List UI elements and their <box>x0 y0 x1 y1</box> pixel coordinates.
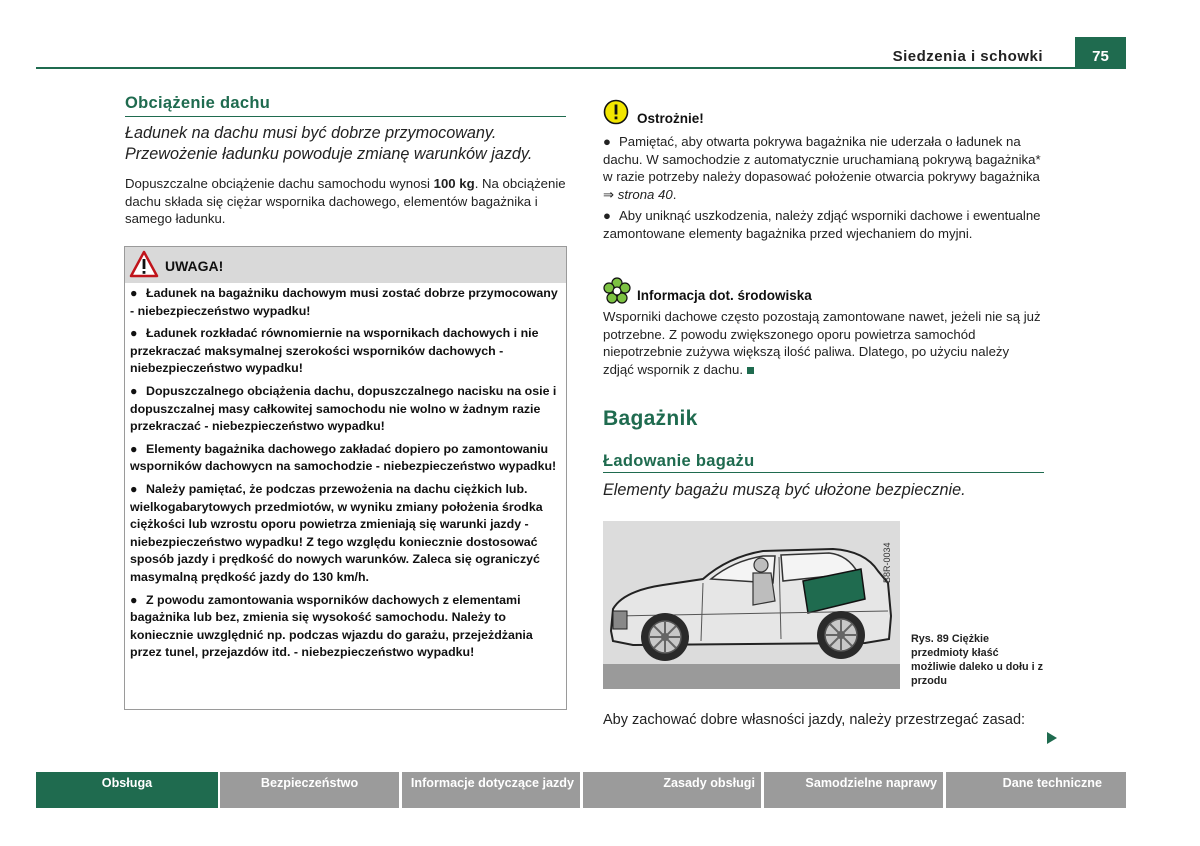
caution-list <box>603 133 1043 246</box>
tab-zasady-obslugi[interactable]: Zasady obsługi <box>583 772 761 808</box>
bullet-icon: ● <box>130 441 138 456</box>
warning-triangle-icon <box>129 250 159 278</box>
warning-item: ● Należy pamiętać, że podczas przewożenia na dachu ciężkich lub. wielkogabarytowych przedmiotów, w wyniku zmiany położenia środka ciężkości lub wzrostu oporu powietrza zmieniają się warunki jazdy - niebezpieczeństwo wypadku! Z tego względu koniecznie dostosować sposób jazdy i prędkość do nowych warunków. Zaleca się ograniczyć masymalną prędkość jazdy do 130 km/h. <box>130 481 543 584</box>
tab-samodzielne-naprawy[interactable]: Samodzielne naprawy <box>764 772 943 808</box>
figure-caption: Rys. 89 Ciężkie przedmioty kłaść możliwie daleko u dołu i z przodu <box>911 633 1043 687</box>
loading-rule <box>603 472 1044 473</box>
environment-title: Informacja dot. środowiska <box>637 288 812 303</box>
tab-informacje-jazdy[interactable]: Informacje dotyczące jazdy <box>402 772 580 808</box>
bullet-icon: ● <box>130 286 138 300</box>
bullet-icon: ● <box>603 208 611 223</box>
header-rule <box>36 67 1126 69</box>
warning-item: ● Z powodu zamontowania wsporników dachowych z elementami bagażnika lub bez, zmienia się wysokość samochodu. Należy to koniecznie uwzględnić np. podczas wjazdu do garażu, przejeżdżania przez tunel, przejazdów itd. - niebezpieczeństwo wypadku! <box>130 592 533 660</box>
warning-header <box>125 247 566 283</box>
warning-item: ● Ładunek na bagażniku dachowym musi zostać dobrze przymocowany - niebezpieczeństwo wypadku! <box>130 286 558 318</box>
warning-item: ● Ładunek rozkładać równomiernie na wspornikach dachowych i nie przekraczać maksymalnej szerokości wsporników dachowych - niebezpieczeństwo wypadku! <box>130 326 539 376</box>
luggage-heading: Bagażnik <box>603 407 698 430</box>
caution-item: ● Pamiętać, aby otwarta pokrywa bagażnika nie uderzała o ładunek na dachu. W samochodzie z automatycznie uruchamianą pokrywą bagażnika* w razie potrzeby należy dopasować położenie otwarcia pokrywy bagażnika ⇒ strona 40. <box>603 134 1041 202</box>
caution-item: ● Aby uniknąć uszkodzenia, należy zdjąć wsporniki dachowe i ewentualne zamontowane elementy bagażnika przed wjechaniem do myjni. <box>603 208 1041 241</box>
page-reference-arrow: ⇒ <box>603 186 618 202</box>
section-title: Siedzenia i schowki <box>892 48 1043 65</box>
environment-body: Wsporniki dachowe często pozostają zamontowane nawet, jeżeli nie są już potrzebne. Z powodu zwiększonego oporu powietrza samochód niepotrzebnie zużywa większą ilość paliwa. Dlatego, po użyciu należy zdjąć wspornik z dachu. <box>603 309 1041 377</box>
warning-box <box>124 246 567 710</box>
roof-load-lead-line2: Przewożenie ładunku powoduje zmianę warunków jazdy. <box>125 145 533 163</box>
bullet-icon: ● <box>603 134 611 149</box>
car-illustration <box>603 521 900 689</box>
figure-code-label: B8R-0034 <box>882 542 892 583</box>
roof-load-rule <box>125 116 566 117</box>
page-reference-link[interactable]: strona 40 <box>617 186 673 202</box>
bullet-icon: ● <box>130 592 138 607</box>
loading-lead: Elementy bagażu muszą być ułożone bezpiecznie. <box>603 481 966 499</box>
tab-obsluga[interactable]: Obsługa <box>36 772 218 808</box>
roof-load-heading: Obciążenie dachu <box>125 94 271 112</box>
footer-navigation <box>36 772 1126 808</box>
end-of-section-icon <box>747 367 754 374</box>
loading-heading: Ładowanie bagażu <box>603 452 755 470</box>
environment-flower-icon <box>603 277 631 305</box>
caution-title: Ostrożnie! <box>637 111 704 126</box>
roof-load-body <box>125 175 570 228</box>
tab-bezpieczenstwo[interactable]: Bezpieczeństwo <box>220 772 399 808</box>
warning-item: ● Dopuszczalnego obciążenia dachu, dopuszczalnego nacisku na osie i dopuszczalnej masy całkowitej samochodu nie wolno w żadnym razie przekraczać - niebezpieczeństwo wypadku! <box>130 383 557 434</box>
roof-load-max-value: 100 kg <box>433 176 475 191</box>
continue-arrow-icon[interactable] <box>1047 732 1057 744</box>
roof-load-body-pre: Dopuszczalne obciążenie dachu samochodu wynosi <box>125 176 434 191</box>
roof-load-lead <box>125 123 570 165</box>
warning-item: ● Elementy bagażnika dachowego zakładać dopiero po zamontowaniu wsporników dachowycn na samochodzie - niebezpieczeństwo wypadku! <box>130 441 557 474</box>
tab-dane-techniczne[interactable]: Dane techniczne <box>946 772 1126 808</box>
warning-title: UWAGA! <box>165 258 224 274</box>
bullet-icon: ● <box>130 481 138 496</box>
warning-list <box>130 285 562 667</box>
roof-load-lead-line1: Ładunek na dachu musi być dobrze przymocowany. <box>125 124 497 142</box>
bullet-icon: ● <box>130 383 138 398</box>
page-number: 75 <box>1075 37 1126 69</box>
bullet-icon: ● <box>130 326 138 341</box>
caution-exclamation-icon <box>603 99 629 125</box>
car-loading-figure <box>603 521 900 689</box>
closing-text: Aby zachować dobre własności jazdy, należy przestrzegać zasad: <box>603 712 1026 728</box>
roof-load-body-post: . Na obciążenie dachu składa się ciężar wspornika dachowego, elementów bagażnika i samego ładunku. <box>125 176 566 226</box>
